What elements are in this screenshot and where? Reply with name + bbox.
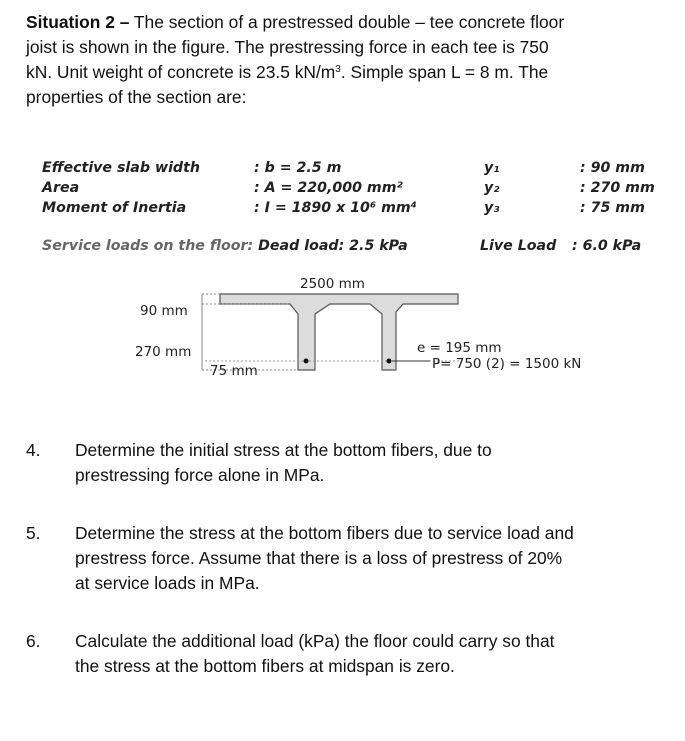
live-load-value: : 6.0 kPa — [572, 238, 642, 254]
double-tee-section — [220, 294, 458, 370]
area-label: Area — [42, 180, 80, 196]
inertia-label: Moment of Inertia — [42, 200, 187, 216]
question-line: at service loads in MPa. — [75, 573, 260, 593]
intro-line-4: properties of the section are: — [26, 87, 247, 107]
y3-value: : 75 mm — [580, 200, 645, 216]
question-line: Calculate the additional load (kPa) the floor could carry so that — [75, 631, 555, 651]
y3-label: y₃ — [484, 200, 500, 216]
y1-value: : 90 mm — [580, 160, 645, 176]
service-loads — [42, 238, 642, 254]
intro-line-2: joist is shown in the figure. The prestressing force in each tee is 750 — [26, 37, 549, 57]
flange-dimension: 90 mm — [140, 303, 188, 319]
strand-dot — [304, 359, 309, 364]
question-number: 6. — [26, 631, 41, 651]
offset-dimension: 75 mm — [210, 363, 258, 379]
dead-load: Dead load: 2.5 kPa — [253, 238, 408, 254]
y2-label: y₂ — [484, 180, 500, 196]
question-line: Determine the stress at the bottom fibers due to service load and — [75, 523, 574, 543]
question-number: 5. — [26, 523, 41, 543]
slab-width-value: : b = 2.5 m — [254, 160, 342, 176]
area-value: : A = 220,000 mm² — [254, 180, 403, 196]
inertia-value: : I = 1890 x 10⁶ mm⁴ — [254, 200, 417, 216]
double-tee-section-figure — [130, 270, 630, 382]
situation-heading: Situation 2 – — [26, 12, 130, 32]
width-dimension: 2500 mm — [300, 276, 365, 292]
prestress-force-label: P= 750 (2) = 1500 kN — [432, 356, 582, 372]
strand-dot — [387, 359, 392, 364]
question-line: prestress force. Assume that there is a loss of prestress of 20% — [75, 548, 563, 568]
slab-width-label: Effective slab width — [42, 160, 200, 176]
y1-label: y₁ — [484, 160, 500, 176]
question-number: 4. — [26, 440, 41, 460]
question-line: Determine the initial stress at the bottom fibers, due to — [75, 440, 492, 460]
intro-line-3: kN. Unit weight of concrete is 23.5 $kN/m^3$. Simple span L = 8 m. The — [26, 62, 549, 82]
problem-intro — [26, 10, 664, 110]
question-line: the stress at the bottom fibers at midspan is zero. — [75, 656, 455, 676]
service-loads-label: Service loads on the floor: — [42, 238, 254, 254]
y2-value: : 270 mm — [580, 180, 655, 196]
question-line: prestressing force alone in MPa. — [75, 465, 325, 485]
live-load-label: Live Load — [480, 238, 557, 254]
intro-line-1: Situation 2 – The section of a prestressed double – tee concrete floor — [26, 12, 565, 32]
web-dimension: 270 mm — [135, 344, 192, 360]
eccentricity-label: e = 195 mm — [417, 340, 502, 356]
